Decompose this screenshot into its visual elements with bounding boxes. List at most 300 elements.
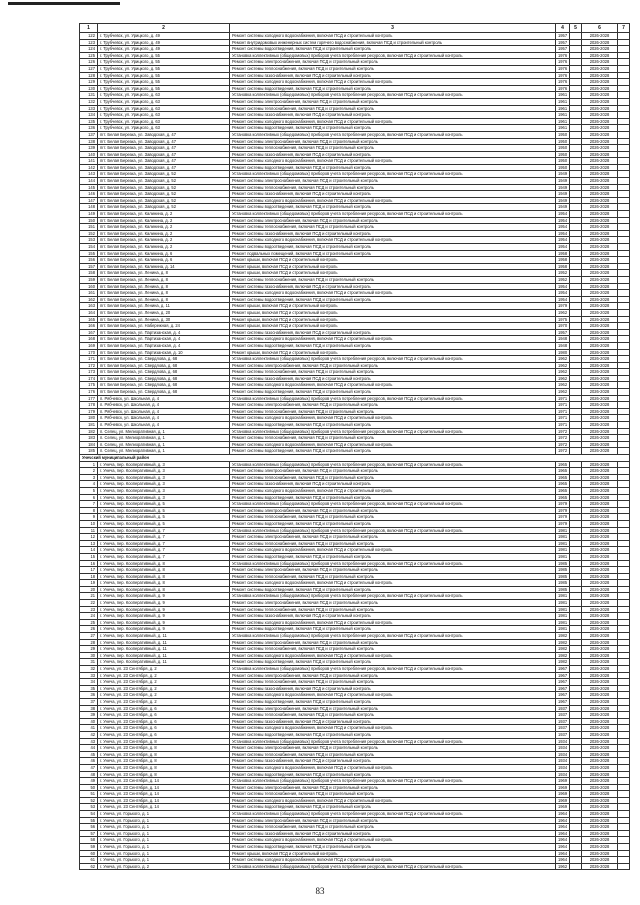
row-empty-cell [570,171,582,178]
row-period: 2026-2028 [582,857,618,864]
row-empty-cell [618,778,630,785]
row-empty-cell [570,474,582,481]
table-row [80,593,630,600]
table-row [80,178,630,185]
row-empty-cell [618,329,630,336]
row-address: г. Унеча, пер. Кооперативный, д. 3 [98,487,230,494]
row-work-type: Ремонт системы водоотведения, включая ПСД и строительный контроль [230,296,556,303]
row-empty-cell [570,567,582,574]
table-row [80,263,630,270]
row-address: пгт. Белая Березка, ул. Свердлова, д. 68 [98,362,230,369]
row-empty-cell [570,178,582,185]
row-year: 1950 [556,164,570,171]
row-number: 50 [80,784,98,791]
row-empty-cell [618,375,630,382]
row-period: 2026-2028 [582,553,618,560]
row-empty-cell [618,290,630,297]
row-year: 1949 [556,178,570,185]
table-row [80,303,630,310]
document-sheet [79,23,629,870]
row-address: пгт. Белая Березка, ул. Заводская, д. 52 [98,197,230,204]
row-year: 1979 [556,501,570,508]
row-empty-cell [618,395,630,402]
row-work-type: Ремонт системы теплоснабжения, включая ПСД и строительный контроль [230,540,556,547]
row-number: 123 [80,39,98,46]
row-number: 135 [80,118,98,125]
row-number: 132 [80,98,98,105]
row-work-type: Ремонт системы электроснабжения, включая ПСД и строительный контроль [230,59,556,66]
row-year: 1967 [556,692,570,699]
row-empty-cell [570,679,582,686]
row-address: г. Унеча, ул. 23 Сентября, д. 14 [98,791,230,798]
page-number: 83 [315,886,325,896]
row-empty-cell [618,342,630,349]
row-empty-cell [618,441,630,448]
table-row [80,395,630,402]
row-work-type: Ремонт системы теплоснабжения, включая ПСД и строительный контроль [230,276,556,283]
row-year: 1964 [556,817,570,824]
row-number: 1 [80,461,98,468]
row-period: 2026-2028 [582,171,618,178]
row-empty-cell [618,178,630,185]
row-period: 2026-2028 [582,567,618,574]
row-number: 143 [80,171,98,178]
row-number: 140 [80,151,98,158]
row-address: п. Селец, ул. Мелиоративная, д. 1 [98,448,230,455]
row-period: 2026-2028 [582,290,618,297]
row-year: 1954 [556,230,570,237]
row-work-type: Ремонт системы холодного водоснабжения, включая ПСД и строительный контроль [230,441,556,448]
row-year: 1979 [556,303,570,310]
row-period: 2026-2028 [582,435,618,442]
table-row [80,329,630,336]
row-year: 1969 [556,784,570,791]
table-row [80,553,630,560]
row-year: 1971 [556,415,570,422]
row-address: г. Унеча, пер. Кооперативный, д. 7 [98,547,230,554]
table-row [80,422,630,429]
row-empty-cell [618,402,630,409]
row-empty-cell [570,857,582,864]
row-number: 167 [80,329,98,336]
row-address: пгт. Белая Березка, ул. Калинина, д. 14 [98,263,230,270]
row-period: 2026-2028 [582,164,618,171]
row-period: 2026-2028 [582,784,618,791]
row-empty-cell [570,461,582,468]
row-work-type: Ремонт крыши, включая ПСД и строительный контроль [230,263,556,270]
row-empty-cell [618,191,630,198]
row-number: 124 [80,46,98,53]
row-period: 2026-2028 [582,850,618,857]
row-empty-cell [618,309,630,316]
row-work-type: Ремонт системы водоотведения, включая ПСД и строительный контроль [230,448,556,455]
table-row [80,244,630,251]
row-work-type: Ремонт системы водоотведения, включая ПСД и строительный контроль [230,342,556,349]
row-year: 1964 [556,837,570,844]
row-period: 2026-2028 [582,85,618,92]
row-number: 169 [80,342,98,349]
row-empty-cell [618,613,630,620]
row-work-type: Ремонт системы газоснабжения, включая ПСД и строительный контроль [230,481,556,488]
row-address: г. Унеча, пер. Кооперативный, д. 3 [98,474,230,481]
row-period: 2026-2028 [582,527,618,534]
row-empty-cell [618,211,630,218]
row-period: 2026-2028 [582,316,618,323]
row-empty-cell [618,751,630,758]
row-empty-cell [618,520,630,527]
row-empty-cell [570,98,582,105]
row-address: г. Унеча, ул. 23 Сентября, д. 8 [98,745,230,752]
row-work-type: Ремонт системы электроснабжения, включая ПСД и строительный контроль [230,672,556,679]
row-empty-cell [570,600,582,607]
row-empty-cell [618,112,630,119]
table-row [80,580,630,587]
row-empty-cell [570,593,582,600]
row-period: 2026-2028 [582,619,618,626]
row-empty-cell [618,712,630,719]
row-year: 1979 [556,507,570,514]
row-number: 159 [80,276,98,283]
row-work-type: Ремонт системы холодного водоснабжения, включая ПСД и строительный контроль [230,290,556,297]
row-empty-cell [618,52,630,59]
row-number: 48 [80,771,98,778]
table-row [80,389,630,396]
header-cell: 3 [230,24,556,33]
row-empty-cell [570,151,582,158]
row-period: 2026-2028 [582,217,618,224]
row-period: 2026-2028 [582,778,618,785]
row-work-type: Ремонт системы водоотведения, включая ПСД и строительный контроль [230,626,556,633]
row-period: 2026-2028 [582,474,618,481]
row-work-type: Ремонт системы водоотведения, включая ПСД и строительный контроль [230,244,556,251]
row-number: 54 [80,811,98,818]
row-empty-cell [570,145,582,152]
row-period: 2026-2028 [582,771,618,778]
row-work-type: Ремонт системы теплоснабжения, включая ПСД и строительный контроль [230,791,556,798]
row-period: 2026-2028 [582,441,618,448]
row-address: г. Унеча, пер. Кооперативный, д. 9 [98,606,230,613]
row-empty-cell [618,553,630,560]
row-empty-cell [570,534,582,541]
row-period: 2026-2028 [582,422,618,429]
row-empty-cell [570,349,582,356]
row-work-type: Ремонт системы теплоснабжения, включая ПСД и строительный контроль [230,824,556,831]
row-address: г. Унеча, пер. Кооперативный, д. 8 [98,560,230,567]
row-year: 1957 [556,33,570,40]
row-year: 1958 [556,257,570,264]
row-year: 1969 [556,804,570,811]
row-year: 1967 [556,698,570,705]
table-row [80,250,630,257]
row-number: 153 [80,237,98,244]
row-work-type: Ремонт системы газоснабжения, включая ПСД и строительный контроль [230,112,556,119]
row-empty-cell [570,257,582,264]
row-year: 1962 [556,863,570,870]
table-row [80,507,630,514]
row-empty-cell [570,237,582,244]
row-empty-cell [618,39,630,46]
row-address: г. Унеча, ул. Горького, д. 1 [98,837,230,844]
row-period: 2026-2028 [582,698,618,705]
row-period: 2026-2028 [582,46,618,53]
row-year: 1965 [556,494,570,501]
section-title: Унечский муниципальный район [80,455,630,462]
row-year: 1981 [556,553,570,560]
row-empty-cell [618,600,630,607]
row-number: 4 [80,481,98,488]
row-address: г. Унеча, ул. 23 Сентября, д. 2 [98,698,230,705]
row-address: г. Унеча, пер. Кооперативный, д. 3 [98,461,230,468]
table-row [80,824,630,831]
row-period: 2026-2028 [582,296,618,303]
row-year: 1971 [556,402,570,409]
row-empty-cell [618,659,630,666]
row-empty-cell [570,778,582,785]
row-empty-cell [570,520,582,527]
row-address: пгт. Белая Березка, ул. Заводская, д. 47 [98,145,230,152]
row-empty-cell [570,408,582,415]
row-empty-cell [570,72,582,79]
row-year: 1952 [556,270,570,277]
table-row [80,738,630,745]
row-year: 1937 [556,718,570,725]
row-number: 5 [80,487,98,494]
row-empty-cell [618,164,630,171]
row-year: 1950 [556,131,570,138]
row-number: 25 [80,619,98,626]
row-year: 1971 [556,408,570,415]
row-work-type: Ремонт системы водоотведения, включая ПСД и строительный контроль [230,389,556,396]
row-empty-cell [570,685,582,692]
row-empty-cell [570,283,582,290]
row-address: г. Трубчевск, ул. Урицкого, д. 63 [98,98,230,105]
row-address: пгт. Белая Березка, ул. Заводская, д. 52 [98,204,230,211]
row-period: 2026-2028 [582,178,618,185]
row-year: 1967 [556,685,570,692]
row-address: пгт. Белая Березка, ул. Ленина, д. 8 [98,276,230,283]
row-empty-cell [570,850,582,857]
row-empty-cell [570,698,582,705]
row-address: г. Унеча, ул. 23 Сентября, д. 6 [98,731,230,738]
row-work-type: Ремонт системы холодного водоснабжения, включая ПСД и строительный контроль [230,415,556,422]
row-work-type: Ремонт системы водоотведения, включая ПСД и строительный контроль [230,164,556,171]
row-year: 1934 [556,745,570,752]
row-number: 42 [80,731,98,738]
row-empty-cell [618,837,630,844]
row-work-type: Ремонт системы водоотведения, включая ПСД и строительный контроль [230,85,556,92]
row-year: 1981 [556,626,570,633]
row-empty-cell [618,738,630,745]
row-number: 125 [80,52,98,59]
row-period: 2026-2028 [582,428,618,435]
table-row [80,85,630,92]
table-row [80,349,630,356]
row-year: 1954 [556,283,570,290]
table-row [80,415,630,422]
row-work-type: Ремонт системы холодного водоснабжения, включая ПСД и строительный контроль [230,547,556,554]
row-work-type: Ремонт крыши, включая ПСД и строительный контроль [230,323,556,330]
table-row [80,850,630,857]
row-period: 2026-2028 [582,540,618,547]
row-empty-cell [618,244,630,251]
table-row [80,164,630,171]
row-work-type: Ремонт крыши, включая ПСД и строительный контроль [230,303,556,310]
table-row [80,547,630,554]
row-empty-cell [618,131,630,138]
row-address: г. Унеча, пер. Кооперативный, д. 7 [98,534,230,541]
row-work-type: Ремонт системы водоотведения, включая ПСД и строительный контроль [230,659,556,666]
table-row [80,448,630,455]
row-number: 138 [80,138,98,145]
row-number: 147 [80,197,98,204]
row-empty-cell [618,85,630,92]
row-address: г. Трубчевск, ул. Урицкого, д. 55 [98,65,230,72]
row-period: 2026-2028 [582,211,618,218]
row-year: 1962 [556,309,570,316]
row-empty-cell [618,692,630,699]
row-number: 168 [80,336,98,343]
table-row [80,586,630,593]
row-period: 2026-2028 [582,402,618,409]
row-empty-cell [570,303,582,310]
row-number: 151 [80,224,98,231]
table-row [80,468,630,475]
row-number: 154 [80,244,98,251]
table-row [80,514,630,521]
row-empty-cell [570,402,582,409]
row-address: п. Рябчевск, ул. Школьная, д. 4 [98,415,230,422]
row-address: г. Унеча, ул. 23 Сентября, д. 6 [98,718,230,725]
row-period: 2026-2028 [582,197,618,204]
row-empty-cell [570,79,582,86]
row-address: пгт. Белая Березка, ул. Заводская, д. 47 [98,164,230,171]
row-work-type: Ремонт системы водоотведения, включая ПСД и строительный контроль [230,494,556,501]
row-empty-cell [618,863,630,870]
row-empty-cell [570,309,582,316]
row-work-type: Ремонт системы холодного водоснабжения, включая ПСД и строительный контроль [230,837,556,844]
table-row [80,659,630,666]
row-year: 1982 [556,659,570,666]
row-empty-cell [618,389,630,396]
row-year: 1949 [556,184,570,191]
row-period: 2026-2028 [582,679,618,686]
row-year: 1972 [556,448,570,455]
header-cell: 5 [570,24,582,33]
row-year: 1961 [556,92,570,99]
row-work-type: Ремонт системы теплоснабжения, включая ПСД и строительный контроль [230,679,556,686]
row-work-type: Ремонт системы холодного водоснабжения, включая ПСД и строительный контроль [230,118,556,125]
row-address: г. Унеча, пер. Кооперативный, д. 11 [98,652,230,659]
row-period: 2026-2028 [582,408,618,415]
row-year: 1976 [556,59,570,66]
row-number: 179 [80,408,98,415]
row-empty-cell [570,441,582,448]
row-empty-cell [570,197,582,204]
table-row [80,639,630,646]
row-address: г. Унеча, пер. Кооперативный, д. 7 [98,527,230,534]
row-empty-cell [618,705,630,712]
row-address: пгт. Белая Березка, ул. Свердлова, д. 68 [98,356,230,363]
row-work-type: Ремонт системы холодного водоснабжения, включая ПСД и строительный контроль [230,692,556,699]
row-number: 162 [80,296,98,303]
row-empty-cell [618,745,630,752]
table-row [80,560,630,567]
row-period: 2026-2028 [582,92,618,99]
row-work-type: Ремонт системы электроснабжения, включая ПСД и строительный контроль [230,362,556,369]
row-period: 2026-2028 [582,659,618,666]
row-period: 2026-2028 [582,685,618,692]
row-address: пгт. Белая Березка, ул. Ленина, д. 8 [98,296,230,303]
row-number: 130 [80,85,98,92]
row-work-type: Ремонт системы водоотведения, включая ПСД и строительный контроль [230,553,556,560]
row-number: 31 [80,659,98,666]
row-number: 27 [80,633,98,640]
row-empty-cell [618,323,630,330]
row-number: 46 [80,758,98,765]
row-year: 1962 [556,362,570,369]
row-empty-cell [618,824,630,831]
row-address: г. Унеча, пер. Кооперативный, д. 7 [98,540,230,547]
row-address: г. Унеча, ул. 23 Сентября, д. 2 [98,679,230,686]
table-row [80,685,630,692]
row-period: 2026-2028 [582,59,618,66]
row-period: 2026-2028 [582,652,618,659]
table-row [80,435,630,442]
table-row [80,276,630,283]
row-empty-cell [618,263,630,270]
row-year: 1979 [556,514,570,521]
row-work-type: Ремонт системы электроснабжения, включая ПСД и строительный контроль [230,217,556,224]
row-empty-cell [570,725,582,732]
row-year: 1985 [556,567,570,574]
row-address: пгт. Белая Березка, ул. Свердлова, д. 68 [98,382,230,389]
row-work-type: Ремонт системы холодного водоснабжения, включая ПСД и строительный контроль [230,580,556,587]
row-address: г. Унеча, ул. 23 Сентября, д. 8 [98,738,230,745]
table-row [80,217,630,224]
row-empty-cell [618,758,630,765]
row-address: г. Унеча, ул. 23 Сентября, д. 14 [98,804,230,811]
row-number: 158 [80,270,98,277]
table-row [80,567,630,574]
row-empty-cell [570,718,582,725]
row-empty-cell [570,415,582,422]
row-address: г. Трубчевск, ул. Урицкого, д. 55 [98,85,230,92]
table-row [80,138,630,145]
row-number: 45 [80,751,98,758]
row-number: 60 [80,850,98,857]
row-empty-cell [570,395,582,402]
row-empty-cell [570,573,582,580]
row-period: 2026-2028 [582,329,618,336]
row-number: 19 [80,580,98,587]
row-work-type: Ремонт системы водоотведения, включая ПСД и строительный контроль [230,844,556,851]
row-empty-cell [618,171,630,178]
header-cell: 6 [582,24,618,33]
row-empty-cell [618,633,630,640]
row-address: г. Унеча, ул. 23 Сентября, д. 2 [98,666,230,673]
row-period: 2026-2028 [582,487,618,494]
row-number: 157 [80,263,98,270]
row-period: 2026-2028 [582,362,618,369]
row-address: пгт. Белая Березка, ул. Ленина, д. 30 [98,316,230,323]
row-year: 1954 [556,244,570,251]
row-period: 2026-2028 [582,79,618,86]
row-number: 126 [80,59,98,66]
row-period: 2026-2028 [582,224,618,231]
row-work-type: Ремонт крыши, включая ПСД и строительный контроль [230,270,556,277]
row-period: 2026-2028 [582,395,618,402]
row-period: 2026-2028 [582,547,618,554]
